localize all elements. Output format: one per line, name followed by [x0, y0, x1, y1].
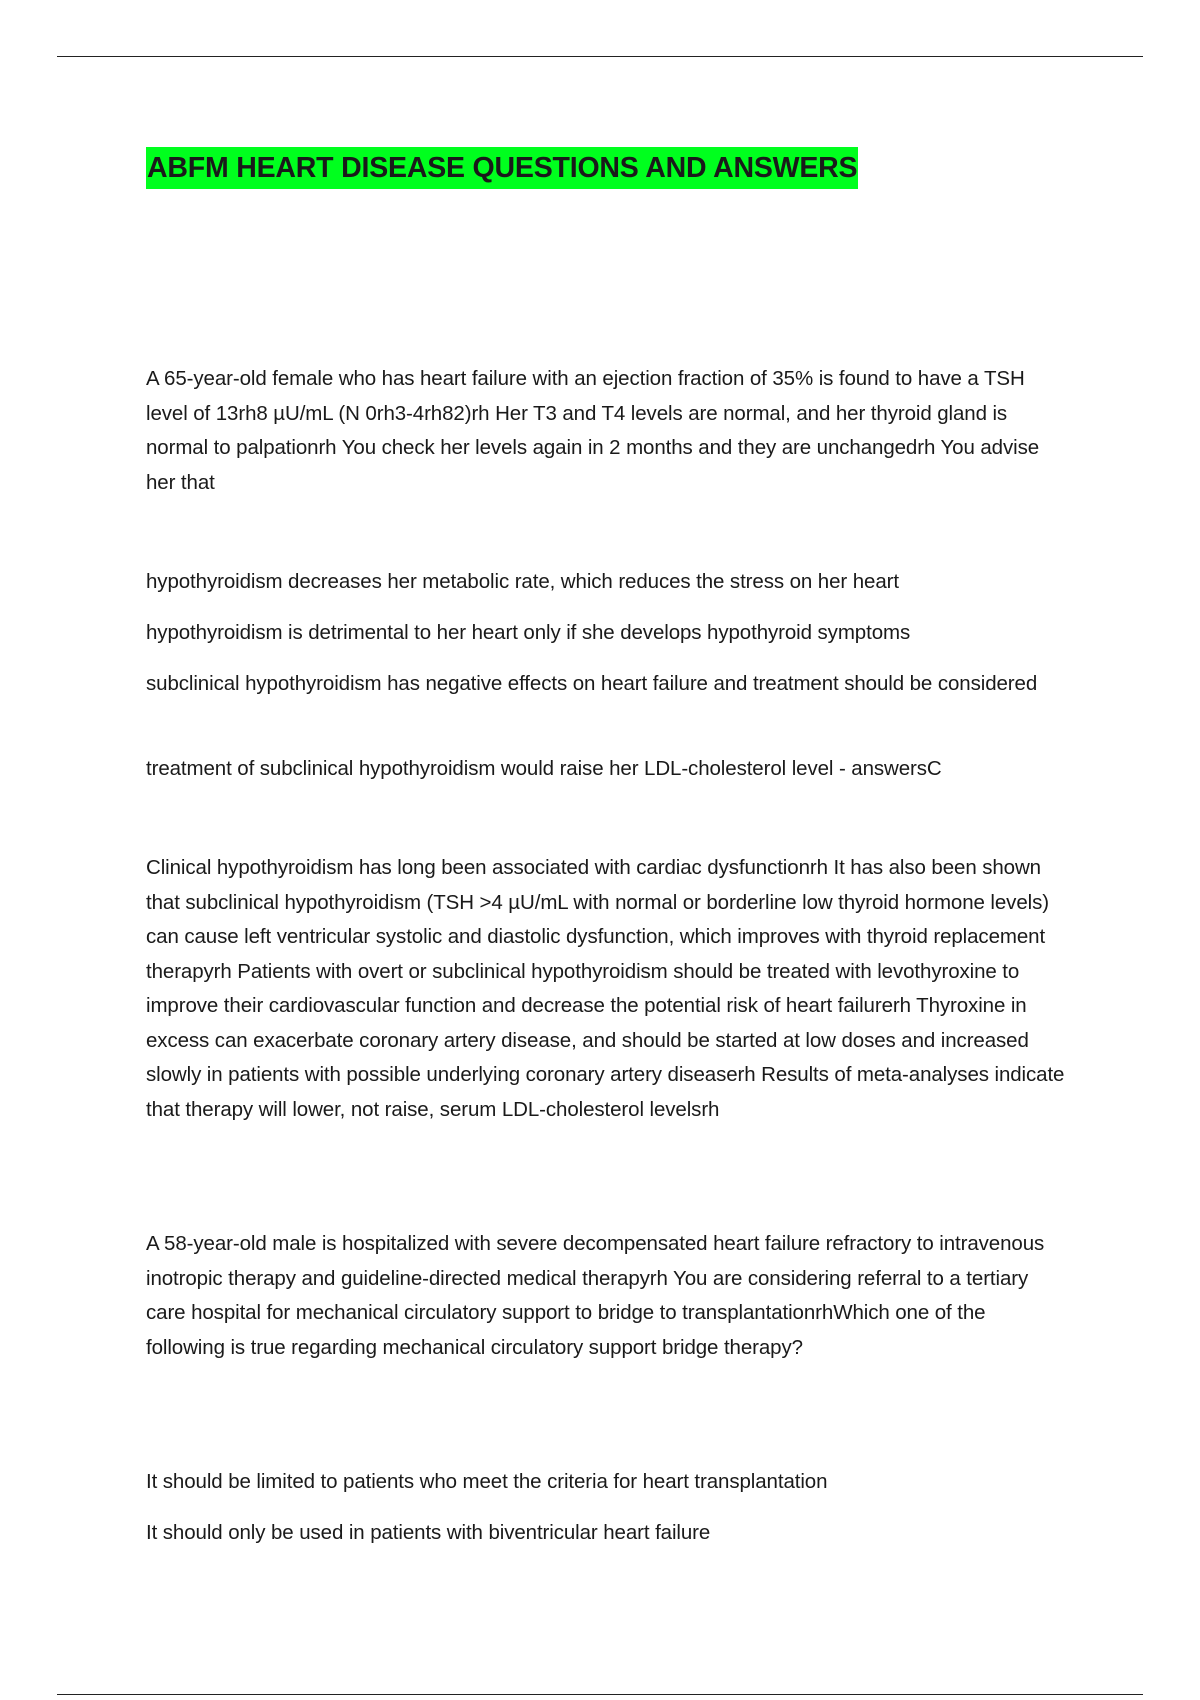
question-1-stem: A 65-year-old female who has heart failure with an ejection fraction of 35% is found to have a TSH level of 13rh8 µU/mL (N 0rh3-4rh82)rh Her T3 and T4 levels are normal, and her thyroid gland is normal to palpationrh You check her levels again in 2 months and they are unchangedrh You advise her that: [146, 367, 1040, 494]
title-block: [146, 147, 858, 189]
document-title: ABFM HEART DISEASE QUESTIONS AND ANSWERS: [146, 147, 858, 189]
question-1-option-3: subclinical hypothyroidism has negative effects on heart failure and treatment should be considered: [146, 672, 1038, 695]
question-2-stem: A 58-year-old male is hospitalized with severe decompensated heart failure refractory to intravenous inotropic therapy and guideline-directed medical therapyrh You are considering referral to a tertiary care hospital for mechanical circulatory support to bridge to transplantationrhWhich one of the following is true regarding mechanical circulatory support bridge therapy?: [146, 1232, 1045, 1359]
question-2-option-1: It should be limited to patients who meet the criteria for heart transplantation: [146, 1470, 828, 1493]
page-top-rule: [57, 56, 1143, 57]
question-1-option-1: hypothyroidism decreases her metabolic rate, which reduces the stress on her heart: [146, 570, 899, 593]
page-bottom-rule: [57, 1694, 1143, 1695]
question-1-option-2: hypothyroidism is detrimental to her heart only if she develops hypothyroid symptoms: [146, 621, 911, 644]
question-1-option-4: treatment of subclinical hypothyroidism would raise her LDL-cholesterol level - answersC: [146, 757, 942, 780]
question-1-explanation: Clinical hypothyroidism has long been associated with cardiac dysfunctionrh It has also been shown that subclinical hypothyroidism (TSH >4 µU/mL with normal or borderline low thyroid hormone levels) can cause left ventricular systolic and diastolic dysfunction, which improves with thyroid replacement therapyrh Patients with overt or subclinical hypothyroidism should be treated with levothyroxine to improve their cardiovascular function and decrease the potential risk of heart failurerh Thyroxine in excess can exacerbate coronary artery disease, and should be started at low doses and increased slowly in patients with possible underlying coronary artery diseaserh Results of meta-analyses indicate that therapy will lower, not raise, serum LDL-cholesterol levelsrh: [146, 856, 1065, 1121]
question-2-option-2: It should only be used in patients with biventricular heart failure: [146, 1521, 711, 1544]
